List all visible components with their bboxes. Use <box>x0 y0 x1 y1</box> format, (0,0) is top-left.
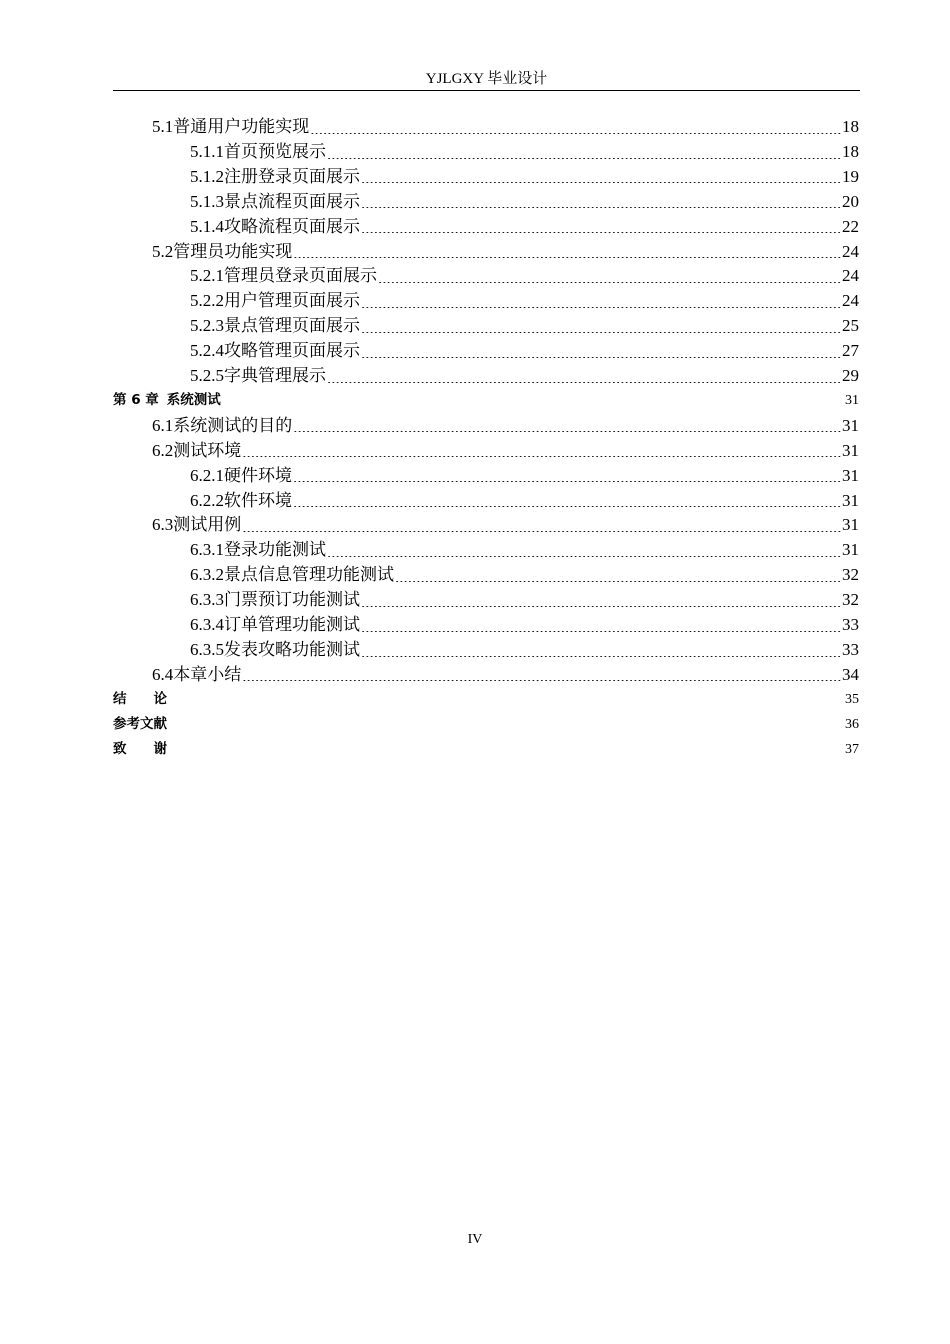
toc-entry[interactable] <box>152 114 859 139</box>
toc-entry-title: 首页预览展示 <box>224 141 326 161</box>
toc-entry-page: 22 <box>842 216 859 236</box>
toc-entry-title: 订单管理功能测试 <box>224 615 360 634</box>
toc-entry-title: 管理员登录页面展示 <box>224 266 377 286</box>
toc-entry-number: 5.1.2 <box>190 166 224 186</box>
dot-leader <box>395 565 841 582</box>
toc-entry[interactable] <box>190 263 859 288</box>
toc-entry[interactable] <box>113 388 859 413</box>
toc-entry[interactable] <box>190 363 859 388</box>
dot-leader <box>242 515 841 532</box>
toc-entry-title: 发表攻略功能测试 <box>224 639 360 659</box>
dot-leader <box>310 117 841 134</box>
toc-entry-number: 6.3.1 <box>190 540 224 560</box>
toc-entry-page: 32 <box>842 565 859 585</box>
toc-entry[interactable] <box>152 413 859 438</box>
toc-entry-title: 硬件环境 <box>224 465 292 485</box>
dot-leader <box>361 191 841 208</box>
toc-entry-page: 24 <box>842 266 859 286</box>
toc-entry-title: 景点信息管理功能测试 <box>224 565 394 585</box>
toc-entry[interactable] <box>152 512 859 537</box>
toc-entry-title: 系统测试的目的 <box>173 415 293 435</box>
toc-entry[interactable] <box>190 562 859 587</box>
toc-entry-page: 31 <box>842 465 859 485</box>
toc-entry-page: 18 <box>842 141 859 161</box>
toc-entry-number: 6.2 <box>152 440 174 460</box>
toc-entry-page: 19 <box>842 166 859 186</box>
toc-entry-page: 34 <box>842 664 859 684</box>
dot-leader <box>168 693 844 704</box>
dot-leader <box>361 291 841 308</box>
toc-entry-page: 31 <box>842 440 859 460</box>
dot-leader <box>378 266 841 283</box>
dot-leader <box>168 718 844 729</box>
toc-entry-number: 5.2.2 <box>190 291 224 311</box>
toc-entry-page: 31 <box>842 515 859 535</box>
toc-entry-page: 35 <box>845 691 859 707</box>
dot-leader <box>293 415 841 432</box>
toc-entry[interactable] <box>190 164 859 189</box>
toc-entry-number: 6.1 <box>152 415 174 435</box>
toc-entry-page: 24 <box>842 291 859 311</box>
dot-leader <box>361 216 841 233</box>
toc-entry-number: 第 6 章 <box>113 391 159 408</box>
dot-leader <box>327 142 841 159</box>
toc-entry[interactable] <box>190 488 859 513</box>
toc-entry-number: 5.1.1 <box>190 141 224 161</box>
toc-entry-title: 景点流程页面展示 <box>224 191 360 211</box>
toc-entry[interactable] <box>190 338 859 363</box>
toc-entry[interactable] <box>190 139 859 164</box>
toc-entry[interactable] <box>190 313 859 338</box>
page-header: YJLGXY 毕业设计 <box>425 71 548 87</box>
toc-entry[interactable] <box>190 463 859 488</box>
toc-entry-title: 门票预订功能测试 <box>224 590 360 610</box>
toc-entry-page: 31 <box>842 415 859 435</box>
toc-entry-number: 6.2.1 <box>190 465 224 485</box>
toc-entry-title: 景点管理页面展示 <box>224 316 360 336</box>
toc-entry-title: 管理员功能实现 <box>173 241 293 261</box>
toc-entry-number: 6.3.3 <box>190 590 224 610</box>
toc-entry-title: 致 谢 <box>113 740 167 757</box>
toc-entry-number: 6.2.2 <box>190 490 224 510</box>
toc-entry[interactable] <box>190 612 859 637</box>
dot-leader <box>168 743 844 754</box>
toc-entry-number: 6.3.5 <box>190 639 224 659</box>
toc-entry[interactable] <box>190 189 859 214</box>
toc-entry[interactable] <box>190 537 859 562</box>
toc-entry-page: 36 <box>845 716 859 732</box>
toc-entry-page: 24 <box>842 241 859 261</box>
toc-entry[interactable] <box>190 587 859 612</box>
toc-entry[interactable] <box>152 662 859 687</box>
toc-entry-title: 系统测试 <box>166 391 221 408</box>
toc-entry-page: 18 <box>842 117 859 136</box>
toc-entry-number: 5.2.4 <box>190 341 224 361</box>
toc-entry-title: 登录功能测试 <box>224 540 326 560</box>
toc-entry-page: 25 <box>842 316 859 336</box>
toc-entry-page: 20 <box>842 191 859 211</box>
toc-entry[interactable] <box>113 737 859 762</box>
header-divider <box>113 90 860 91</box>
toc-entry-number: 5.1 <box>152 117 174 136</box>
toc-entry[interactable] <box>113 712 859 737</box>
toc-entry-page: 32 <box>842 590 859 610</box>
dot-leader <box>242 664 841 681</box>
toc-entry[interactable] <box>152 239 859 264</box>
toc-entry-title: 参考文献 <box>113 715 167 732</box>
toc-entry-number: 6.3.4 <box>190 615 224 634</box>
toc-entry-number: 5.2.1 <box>190 266 224 286</box>
toc-entry-number: 6.3.2 <box>190 565 224 585</box>
toc-entry-page: 31 <box>845 392 859 408</box>
toc-entry-page: 31 <box>842 490 859 510</box>
toc-entry-number: 6.3 <box>152 515 174 535</box>
dot-leader <box>242 440 841 457</box>
dot-leader <box>293 490 841 507</box>
toc-entry-page: 31 <box>842 540 859 560</box>
dot-leader <box>361 166 841 183</box>
dot-leader <box>222 394 844 405</box>
toc-entry-page: 33 <box>842 639 859 659</box>
dot-leader <box>361 615 841 632</box>
toc-entry-title: 攻略管理页面展示 <box>224 341 360 361</box>
toc-entry-number: 5.1.4 <box>190 216 224 236</box>
dot-leader <box>293 241 841 258</box>
toc-entry[interactable] <box>113 687 859 712</box>
dot-leader <box>327 366 841 383</box>
dot-leader <box>293 465 841 482</box>
toc-entry[interactable] <box>190 288 859 313</box>
page-number: IV <box>467 1232 483 1247</box>
toc-entry-title: 结 论 <box>113 690 167 707</box>
toc-entry[interactable] <box>190 637 859 662</box>
dot-leader <box>361 341 841 358</box>
toc-entry-title: 字典管理展示 <box>224 366 326 385</box>
dot-leader <box>327 540 841 557</box>
toc-entry-number: 6.4 <box>152 664 174 684</box>
dot-leader <box>361 640 841 657</box>
toc-entry-number: 5.2 <box>152 241 174 261</box>
toc-entry-page: 33 <box>842 615 859 634</box>
toc-entry-title: 软件环境 <box>224 490 292 510</box>
toc-entry-page: 27 <box>842 341 859 361</box>
toc-entry-number: 5.2.3 <box>190 316 224 336</box>
toc-entry-page: 29 <box>842 366 859 385</box>
toc-entry-number: 5.1.3 <box>190 191 224 211</box>
dot-leader <box>361 316 841 333</box>
toc-entry-title: 测试环境 <box>173 440 242 460</box>
toc-entry-title: 普通用户功能实现 <box>173 117 310 136</box>
toc-entry-title: 用户管理页面展示 <box>224 291 360 311</box>
toc-entry[interactable] <box>190 214 859 239</box>
toc-entry[interactable] <box>152 438 859 463</box>
toc-entry-title: 本章小结 <box>173 664 242 684</box>
dot-leader <box>361 590 841 607</box>
toc-entry-page: 37 <box>845 741 859 757</box>
toc-entry-title: 注册登录页面展示 <box>224 166 360 186</box>
toc-entry-title: 测试用例 <box>173 515 242 535</box>
toc-entry-number: 5.2.5 <box>190 366 224 385</box>
toc-entry-title: 攻略流程页面展示 <box>224 216 360 236</box>
